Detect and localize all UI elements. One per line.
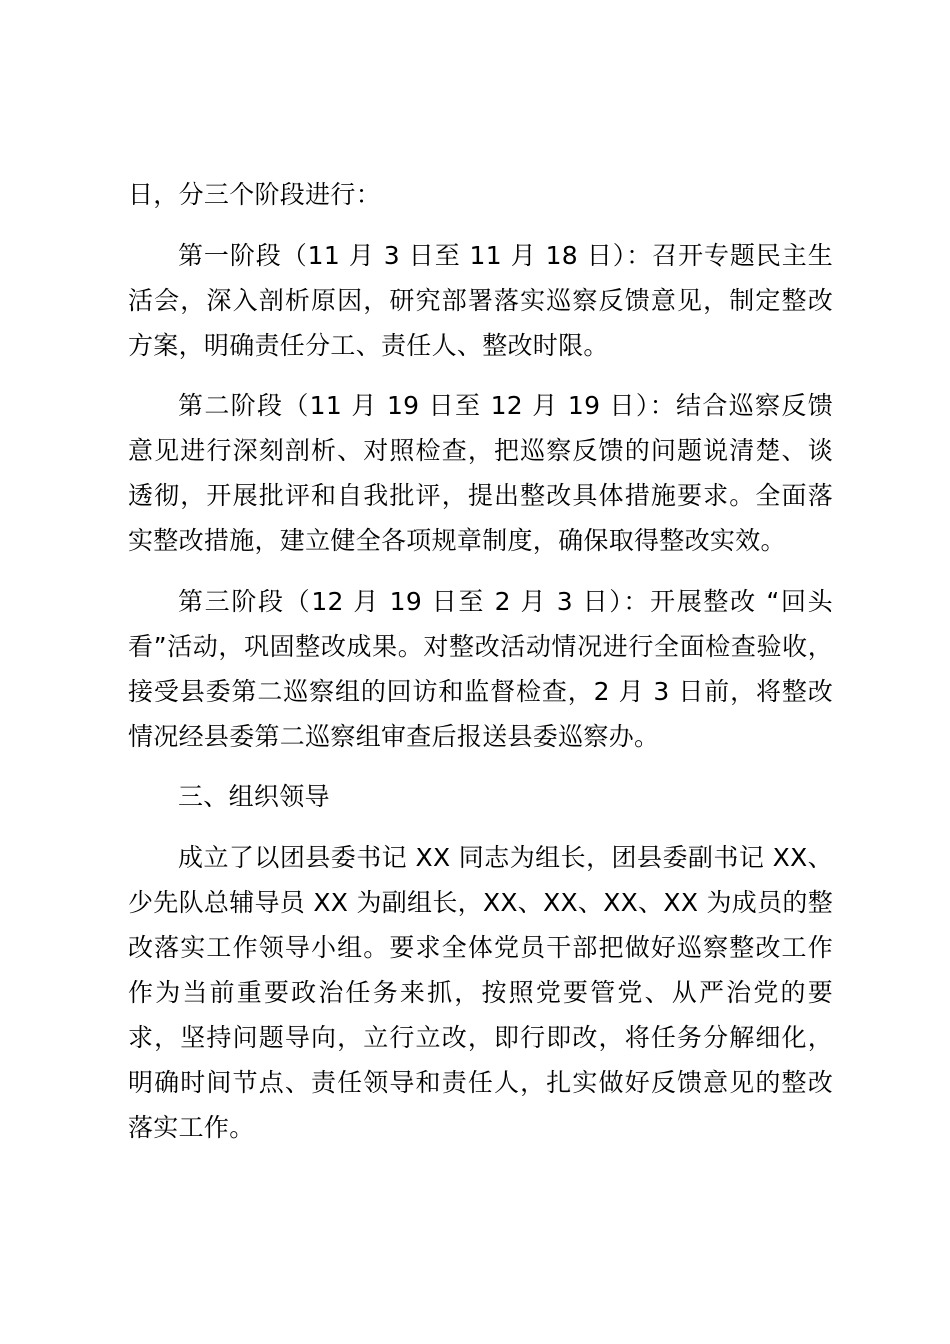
section-heading-organization: 三、组织领导	[178, 782, 330, 811]
paragraph-stage-one: 第一阶段（11 月 3 日至 11 月 18 日）：召开专题民主生活会，深入剖析原因，研究部署落实巡察反馈意见，制定整改方案，明确责任分工、责任人、整改时限。	[128, 240, 833, 360]
paragraph-leadership-group: 成立了以团县委书记 XX 同志为组长，团县委副书记 XX、少先队总辅导员 XX 为副组长，XX、XX、XX、XX 为成员的整改落实工作领导小组。要求全体党员干部把做好巡察整改工作作为当前重要政治任务来抓，按照党要管党、从严治党的要求，坚持问题导向，立行立改，即行即改，将任务分解细化，明确时间节点、责任领导和责任人，扎实做好反馈意见的整改落实工作。	[128, 842, 834, 1142]
paragraph-continuation: 日，分三个阶段进行：	[128, 180, 382, 209]
paragraph-stage-two: 第二阶段（11 月 19 日至 12 月 19 日）：结合巡察反馈意见进行深刻剖析、对照检查，把巡察反馈的问题说清楚、谈透彻，开展批评和自我批评，提出整改具体措施要求。全面落实整改措施，建立健全各项规章制度，确保取得整改实效。	[128, 391, 833, 555]
document-body	[128, 172, 833, 1165]
paragraph-stage-three: 第三阶段（12 月 19 日至 2 月 3 日）：开展整改 “回头看”活动，巩固整改成果。对整改活动情况进行全面检查验收，接受县委第二巡察组的回访和监督检查，2 月 3 日前，将整改情况经县委第二巡察组审查后报送县委巡察办。	[128, 586, 833, 751]
